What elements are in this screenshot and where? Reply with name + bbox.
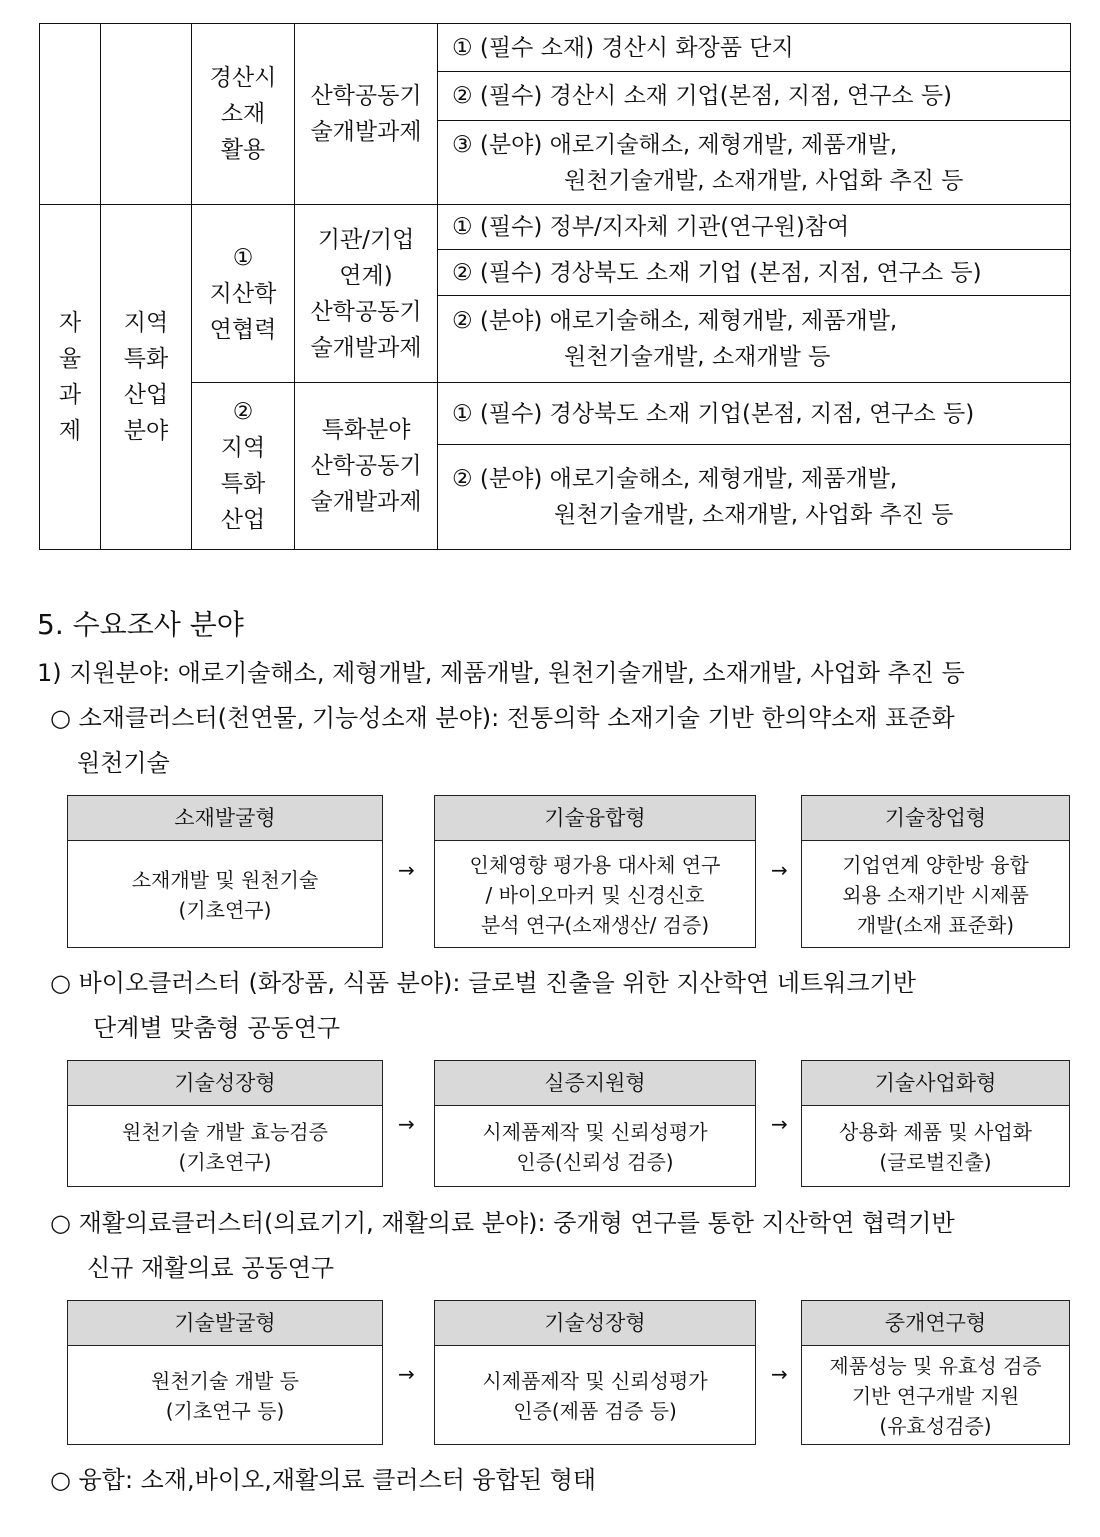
arrow-icon: → xyxy=(398,1112,415,1136)
flow-box xyxy=(67,1060,383,1187)
requirement-row: ② (분야) 애로기술해소, 제형개발, 제품개발, 원천기술개발, 소재개발, 사업화 추진 등 xyxy=(438,445,1071,550)
flow-box-title: 소재발굴형 xyxy=(68,796,382,841)
flow-box xyxy=(801,795,1070,948)
flow-box-body: 시제품제작 및 신뢰성평가 인증(제품 검증 등) xyxy=(482,1368,708,1423)
cluster-heading: ○ 소재클러스터(천연물, 기능성소재 분야): 전통의학 소재기술 기반 한의약소재 표준화 xyxy=(50,704,955,732)
requirement-row: ① (필수) 정부/지자체 기관(연구원)참여 xyxy=(438,205,1071,250)
category-special-industry: ② 지역 특화 산업 xyxy=(192,383,295,550)
autonomous-task-label: 자 율 과 제 xyxy=(40,205,101,550)
blank-cell-1 xyxy=(40,24,101,205)
flow-box-body: 원천기술 개발 효능검증 (기초연구) xyxy=(122,1119,328,1174)
convergence-note: ○ 융합: 소재,바이오,재활의료 클러스터 융합된 형태 xyxy=(50,1466,597,1494)
cluster-heading-cont: 원천기술 xyxy=(77,749,170,777)
flow-box-title: 기술성장형 xyxy=(435,1301,755,1346)
flow-box-title: 기술융합형 xyxy=(435,796,755,841)
project-type-g2a: 기관/기업 연계) 산학공동기 술개발과제 xyxy=(295,205,438,383)
flow-box xyxy=(434,1300,756,1445)
arrow-icon: → xyxy=(771,858,788,882)
section-title: 5. 수요조사 분야 xyxy=(37,608,244,641)
flow-box-title: 기술성장형 xyxy=(68,1061,382,1106)
cluster-heading: ○ 바이오클러스터 (화장품, 식품 분야): 글로벌 진출을 위한 지산학연 네트워크기반 xyxy=(50,969,916,997)
project-type-g2b: 특화분야 산학공동기 술개발과제 xyxy=(295,383,438,550)
cluster-heading: ○ 재활의료클러스터(의료기기, 재활의료 분야): 중개형 연구를 통한 지산학연 협력기반 xyxy=(50,1209,955,1237)
flow-box-title: 중개연구형 xyxy=(802,1301,1069,1346)
flow-box-body: 상용화 제품 및 사업화 (글로벌진출) xyxy=(839,1119,1032,1174)
support-table xyxy=(39,23,1071,550)
project-type-g1: 산학공동기 술개발과제 xyxy=(295,24,438,205)
flow-box-title: 기술발굴형 xyxy=(68,1301,382,1346)
requirement-row: ② (필수) 경산시 소재 기업(본점, 지점, 연구소 등) xyxy=(438,72,1071,121)
flow-box-body: 소재개발 및 원천기술 (기초연구) xyxy=(131,867,319,922)
flow-box xyxy=(801,1060,1070,1187)
requirement-row: ① (필수) 경상북도 소재 기업(본점, 지점, 연구소 등) xyxy=(438,383,1071,445)
flow-box-title: 기술사업화형 xyxy=(802,1061,1069,1106)
flow-box-body: 기업연계 양한방 융합 외용 소재기반 시제품 개발(소재 표준화) xyxy=(842,852,1029,937)
arrow-icon: → xyxy=(398,858,415,882)
requirement-row: ③ (분야) 애로기술해소, 제형개발, 제품개발, 원천기술개발, 소재개발, 사업화 추진 등 xyxy=(438,121,1071,205)
flow-box-body: 인체영향 평가용 대사체 연구 / 바이오마커 및 신경신호 분석 연구(소재생산/ 검증) xyxy=(469,852,721,937)
flow-box xyxy=(434,1060,756,1187)
arrow-icon: → xyxy=(771,1362,788,1386)
flow-box xyxy=(67,795,383,948)
requirement-row: ② (분야) 애로기술해소, 제형개발, 제품개발, 원천기술개발, 소재개발 등 xyxy=(438,296,1071,383)
flow-box xyxy=(67,1300,383,1445)
flow-box-body: 원천기술 개발 등 (기초연구 등) xyxy=(151,1368,299,1423)
category-cooperation: ① 지산학 연협력 xyxy=(192,205,295,383)
support-fields-intro: 1) 지원분야: 애로기술해소, 제형개발, 제품개발, 원천기술개발, 소재개발, 사업화 추진 등 xyxy=(37,659,965,687)
flow-box-title: 기술창업형 xyxy=(802,796,1069,841)
cluster-heading-cont: 신규 재활의료 공동연구 xyxy=(87,1254,335,1282)
regional-industry-label: 지역 특화 산업 분야 xyxy=(101,205,192,550)
flow-box xyxy=(434,795,756,948)
flow-box xyxy=(801,1300,1070,1445)
flow-box-body: 시제품제작 및 신뢰성평가 인증(신뢰성 검증) xyxy=(482,1119,708,1174)
blank-cell-2 xyxy=(101,24,192,205)
requirement-row: ② (필수) 경상북도 소재 기업 (본점, 지점, 연구소 등) xyxy=(438,250,1071,296)
flow-box-body: 제품성능 및 유효성 검증 기반 연구개발 지원 (유효성검증) xyxy=(829,1353,1042,1438)
arrow-icon: → xyxy=(398,1362,415,1386)
flow-box-title: 실증지원형 xyxy=(435,1061,755,1106)
arrow-icon: → xyxy=(771,1112,788,1136)
requirement-row: ① (필수 소재) 경산시 화장품 단지 xyxy=(438,24,1071,72)
category-gyeongsan: 경산시 소재 활용 xyxy=(192,24,295,205)
cluster-heading-cont: 단계별 맞춤형 공동연구 xyxy=(93,1014,341,1042)
